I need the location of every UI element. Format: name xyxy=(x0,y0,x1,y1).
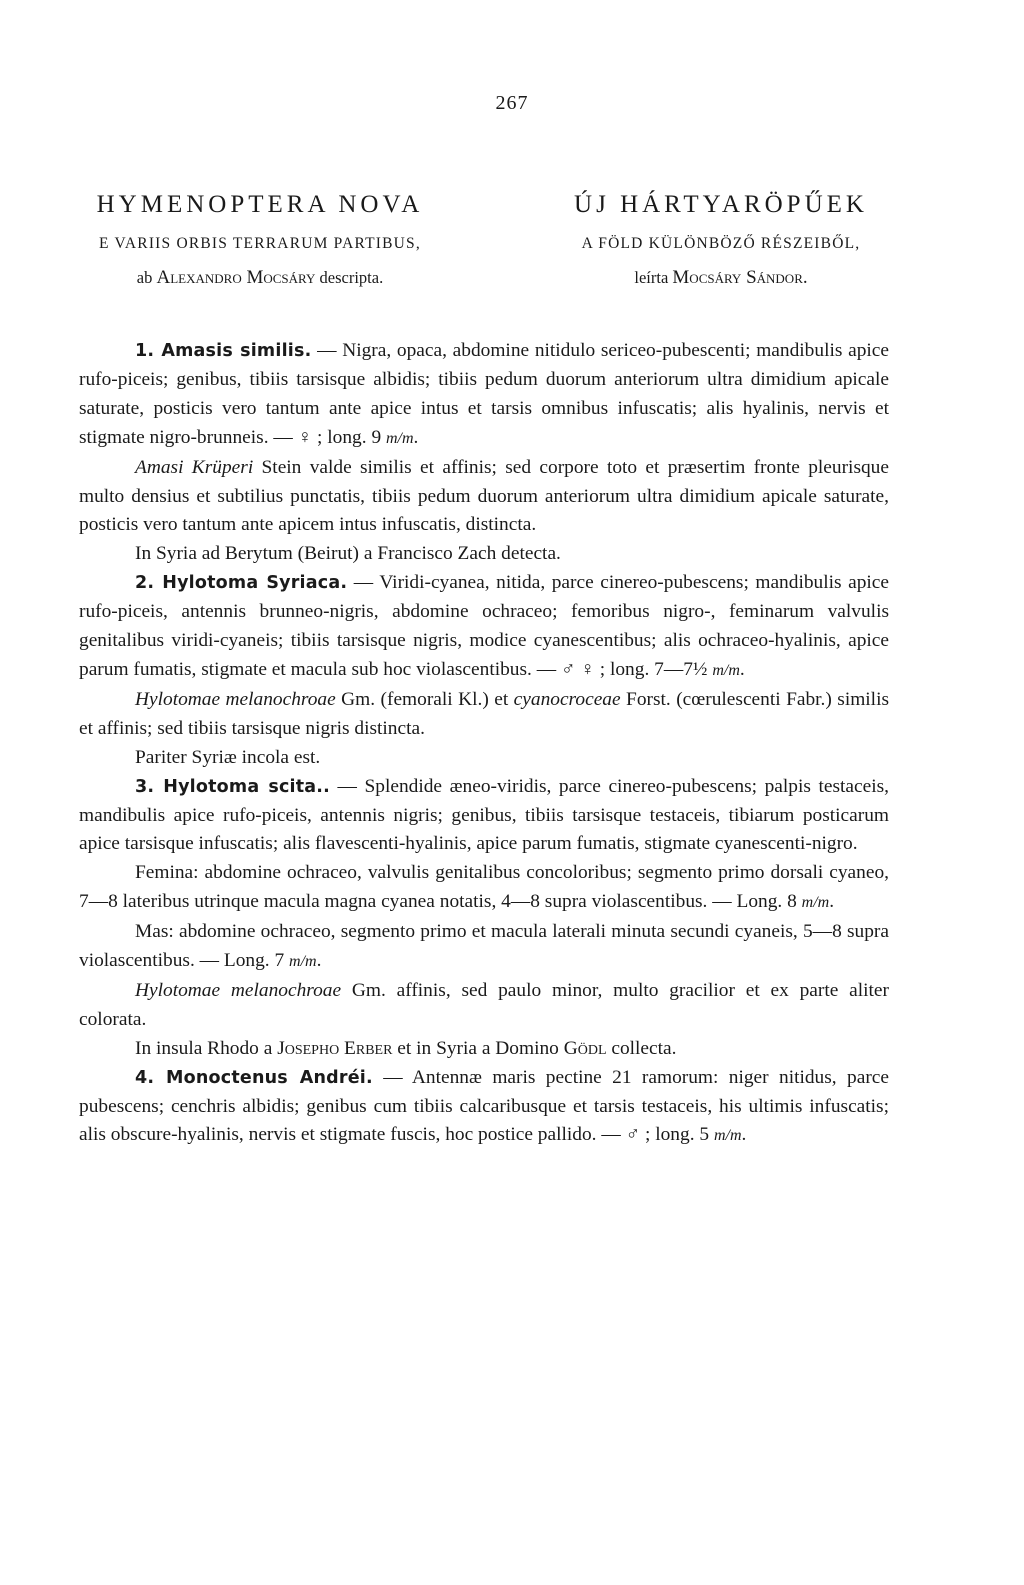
header-hungarian xyxy=(556,190,886,288)
collector-name: Josepho Erber xyxy=(277,1037,393,1059)
species-1-locality: In Syria ad Berytum (Beirut) a Francisco Zach detecta. xyxy=(135,543,561,565)
species-2-note xyxy=(79,686,889,744)
species-3-male: Mas: abdomine ochraceo, segmento primo et macula laterali minuta secundi cyaneis, 5—8 supra violascentibus. — Long. 7 m/m. xyxy=(79,921,889,972)
author-prefix: leírta xyxy=(634,268,669,287)
species-4-heading: 4. Monoctenus Andréi. xyxy=(135,1067,373,1088)
species-1-note-text: Stein valde similis et affinis; sed corpore toto et præsertim fronte pleurisque multo densius et subtilius punctatis, tibiis pedum duorum anteriorum ultra dimidium apicale saturate, posticis vero tantum ante apicem intus infuscatis, distincta. xyxy=(79,456,889,536)
species-3-note-text: Gm. affinis, sed paulo minor, multo gracilior et ex parte aliter colorata. xyxy=(79,979,889,1030)
species-3-description xyxy=(79,773,889,860)
species-2-heading: 2. Hylotoma Syriaca. xyxy=(135,573,348,594)
period: . xyxy=(741,1124,747,1146)
species-4-description xyxy=(79,1064,889,1152)
page-number: 267 xyxy=(495,92,529,114)
species-1-note xyxy=(79,454,889,541)
species-3-heading: 3. Hylotoma scita.. xyxy=(135,776,330,797)
unit-label: m/m xyxy=(713,1127,742,1145)
header-latin-title: HYMENOPTERA NOVA xyxy=(96,191,424,218)
species-2-note-text-1: Gm. (femorali Kl.) et xyxy=(335,688,514,710)
header-latin-author xyxy=(137,268,383,288)
unit-label: m/m xyxy=(385,429,414,447)
species-3-female-text: Femina: abdomine ochraceo, valvulis genitalibus concoloribus; segmento primo dorsali cyaneo, 7—8 lateribus utrinque macula magna cyanea notatis, 4—8 supra violascentibus. — Long. 8 xyxy=(79,862,889,913)
unit-label: m/m xyxy=(289,953,317,971)
author-name: Mocsáry Sándor. xyxy=(672,267,808,288)
species-3-note xyxy=(79,977,889,1035)
unit-label: m/m xyxy=(801,894,830,912)
species-1-text: — Nigra, opaca, abdomine nitidulo sericeo-pubescenti; mandibulis apice rufo-piceis; genibus, tibiis tarsisque albidis; tibiis pedum duorum anteriorum ultra dimidium apicale saturate, posticis vero tantum ante apice intus et tarsis omnibus infuscatis; alis hyalinis, nervis et stigmate nigro-brunneis. — ♀ ; long. 9 xyxy=(79,340,889,448)
header-hungarian-author xyxy=(634,268,807,288)
species-2-note-taxon-1: Hylotomae melanochroae xyxy=(135,688,336,710)
species-3-text: — Splendide æneo-viridis, parce cinereo-pubescens; palpis testaceis, mandibulis apice rufo-piceis, antennis nigris; genibus, tibiis tarsisque testaceis, tibiarum posticarum apice tarsisque infuscatis; alis flavescenti-hyalinis, apice parum fumatis, stigmate cyanescenti-nigro. xyxy=(79,775,889,855)
species-3-note-taxon: Hylotomae melanochroae xyxy=(135,979,342,1001)
unit-label: m/m xyxy=(712,661,740,679)
period: . xyxy=(413,426,419,448)
author-name: Alexandro Mocsáry xyxy=(156,267,316,288)
species-2-locality: Pariter Syriæ incola est. xyxy=(135,746,321,768)
species-3-locality xyxy=(79,1035,889,1064)
species-4-text: — Antennæ maris pectine 21 ramorum: niger nitidus, parce pubescens; cenchris albidis; genibus cum tibiis calcaribusque et tarsis testaceis, his ultimis infuscatis; alis obscure-hyalinis, nervis et stigmate fuscis, hoc postice pallido. — ♂ ; long. 5 xyxy=(79,1066,890,1146)
locality-text: In insula Rhodo a xyxy=(135,1037,278,1059)
species-2-description xyxy=(79,569,889,686)
locality-text: et in Syria a Domino xyxy=(392,1037,564,1059)
header-hungarian-title: ÚJ HÁRTYARÖPŰEK xyxy=(574,191,868,218)
species-3-male-text: Mas: abdomine ochraceo, segmento primo et macula laterali minuta secundi cyaneis, 5—8 supra violascentibus. — Long. 7 xyxy=(79,921,889,972)
period: . xyxy=(739,658,745,680)
species-2-text: — Viridi-cyanea, nitida, parce cinereo-pubescens; mandibulis apice rufo-piceis, antennis brunneo-nigris, abdomine ochraceo; femoribus nigro-, feminarum valvulis genitalibus viridi-cyaneis; tibiis tarsisque nigris, modice cyanescentibus; alis ochraceo-hyalinis, apice parum fumatis, stigmate et macula sub hoc violascentibus. — ♂ ♀ ; long. 7—7½ xyxy=(79,572,890,680)
species-2-note-text-2: Forst. (cœrulescenti Fabr.) similis et affinis; sed tibiis tarsisque nigris distincta. xyxy=(79,688,889,739)
species-3-female: Femina: abdomine ochraceo, valvulis genitalibus concoloribus; segmento primo dorsali cyaneo, 7—8 lateribus utrinque macula magna cyanea notatis, 4—8 supra violascentibus. — Long. 8 m/m. xyxy=(79,862,889,913)
article-body xyxy=(79,337,889,1151)
species-1-heading: 1. Amasis similis. xyxy=(135,341,312,361)
header-latin-subtitle: E VARIIS ORBIS TERRARUM PARTIBUS, xyxy=(99,235,421,252)
header xyxy=(50,190,870,288)
locality-text: collecta. xyxy=(606,1037,677,1059)
author-prefix: ab xyxy=(136,268,153,287)
species-2-note-taxon-2: cyanocroceae xyxy=(513,688,621,710)
species-1-description xyxy=(79,337,889,454)
collector-name: Gödl xyxy=(563,1037,607,1059)
header-hungarian-subtitle: A FÖLD KÜLÖNBÖZŐ RÉSZEIBŐL, xyxy=(581,235,861,252)
species-1-note-taxon: Amasi Krüperi xyxy=(135,456,254,478)
author-suffix: descripta. xyxy=(319,268,384,287)
header-latin xyxy=(50,190,470,288)
